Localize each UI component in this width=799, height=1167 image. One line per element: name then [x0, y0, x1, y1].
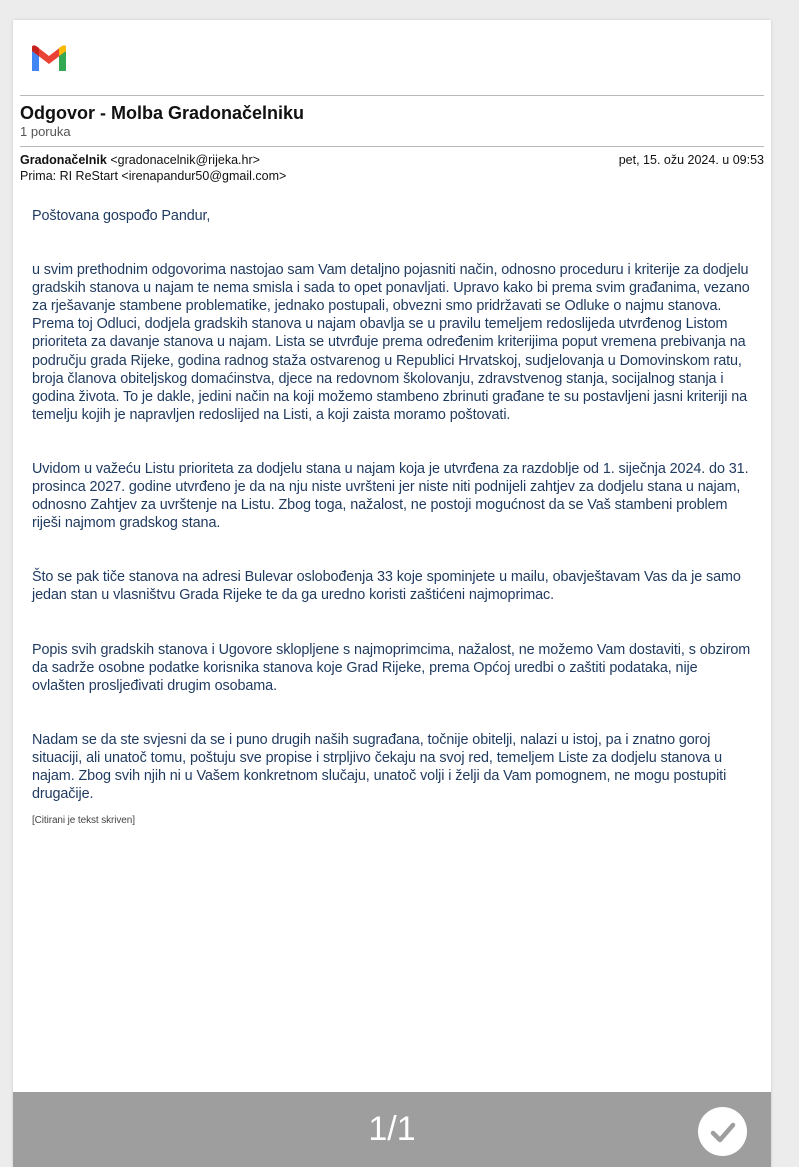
- paragraph: u svim prethodnim odgovorima nastojao sam Vam detaljno pojasniti način, odnosno proceduru i kriterije za dodjelu gradskih stanova u najam te nema smisla i sada to opet ponavljati. Upravo kako bi prema svim građanima, vezano za rješavanje stambene problematike, jednako postupali, obvezni smo pridržavati se Odluke o najmu stanova. Prema toj Odluci, dodjela gradskih stanova u najam obavlja se u pravilu temeljem redoslijeda utvrđenog Listom prioriteta za davanje stanova u najam. Lista se utvrđuje prema određenim kriterijima poput vremena prebivanja na području grada Rijeke, godina radnog staža ostvarenog u Republici Hrvatskoj, sudjelovanja u Domovinskom ratu, broja članova obiteljskog domaćinstva, djece na redovnom školovanju, zdravstvenog stanja, socijalnog stanja i godina života. To je dakle, jedini način na koji možemo stambeno zbrinuti građane te su postavljeni jasni kriteriji na temelju kojih je napravljen redoslijed na Listi, a koji zaista moramo poštovati.: [32, 262, 750, 423]
- divider: [20, 95, 764, 96]
- greeting: Poštovana gospođo Pandur,: [32, 208, 211, 224]
- sender-row: [20, 153, 764, 168]
- email-date: pet, 15. ožu 2024. u 09:53: [618, 153, 764, 167]
- paragraph: Nadam se da ste svjesni da se i puno drugih naših sugrađana, točnije obitelji, nalazi u istoj, pa i znatno goroj situaciji, ali unatoč tomu, poštuju sve propise i strpljivo čekaju na svoj red, temeljem Liste za dodjelu stanova u najam. Zbog svih njih ni u Vašem konkretnom slučaju, unatoč volji i želji da Vam pomognem, ne mogu postupiti drugačije.: [32, 731, 727, 803]
- message-count: 1 poruka: [20, 124, 71, 139]
- divider: [20, 146, 764, 147]
- viewer-footer-bar: [13, 1092, 771, 1167]
- quoted-text-toggle[interactable]: [Citirani je tekst skriven]: [32, 815, 135, 827]
- sender-email: <gradonacelnik@rijeka.hr>: [110, 153, 260, 167]
- email-print-page: [13, 20, 771, 1167]
- paragraph: Popis svih gradskih stanova i Ugovore sklopljene s najmoprimcima, nažalost, ne možemo Vam dostaviti, s obzirom da sadrže osobne podatke korisnika stanova koje Grad Rijeke, prema Općoj uredbi o zaštiti podataka, nije ovlašten prosljeđivati drugim osobama.: [32, 641, 751, 694]
- checkmark-icon[interactable]: [698, 1107, 747, 1156]
- paragraph: Što se pak tiče stanova na adresi Bulevar oslobođenja 33 koje spominjete u mailu, obavještavam Vas da je samo jedan stan u vlasništvu Grada Rijeke te da ga uredno koristi zaštićeni najmoprimac.: [32, 569, 741, 604]
- email-body: [32, 207, 751, 830]
- email-subject: Odgovor - Molba Gradonačelniku: [20, 103, 305, 123]
- gmail-logo-icon: [29, 38, 69, 78]
- paragraph: Uvidom u važeću Listu prioriteta za dodjelu stana u najam koja je utvrđena za razdoblje od 1. siječnja 2024. do 31. prosinca 2027. godine utvrđeno je da na nju niste uvršteni jer niste niti podnijeli zahtjev za dodjelu stana u najam, odnosno Zahtjev za uvrštenje na Listu. Zbog toga, nažalost, ne postoji mogućnost da se Vaš stambeni problem riješi najmom gradskog stana.: [32, 460, 749, 532]
- page-indicator: 1/1: [368, 1110, 416, 1148]
- sender-name: Gradonačelnik: [20, 153, 107, 167]
- recipient-row: Prima: RI ReStart <irenapandur50@gmail.com>: [20, 169, 287, 183]
